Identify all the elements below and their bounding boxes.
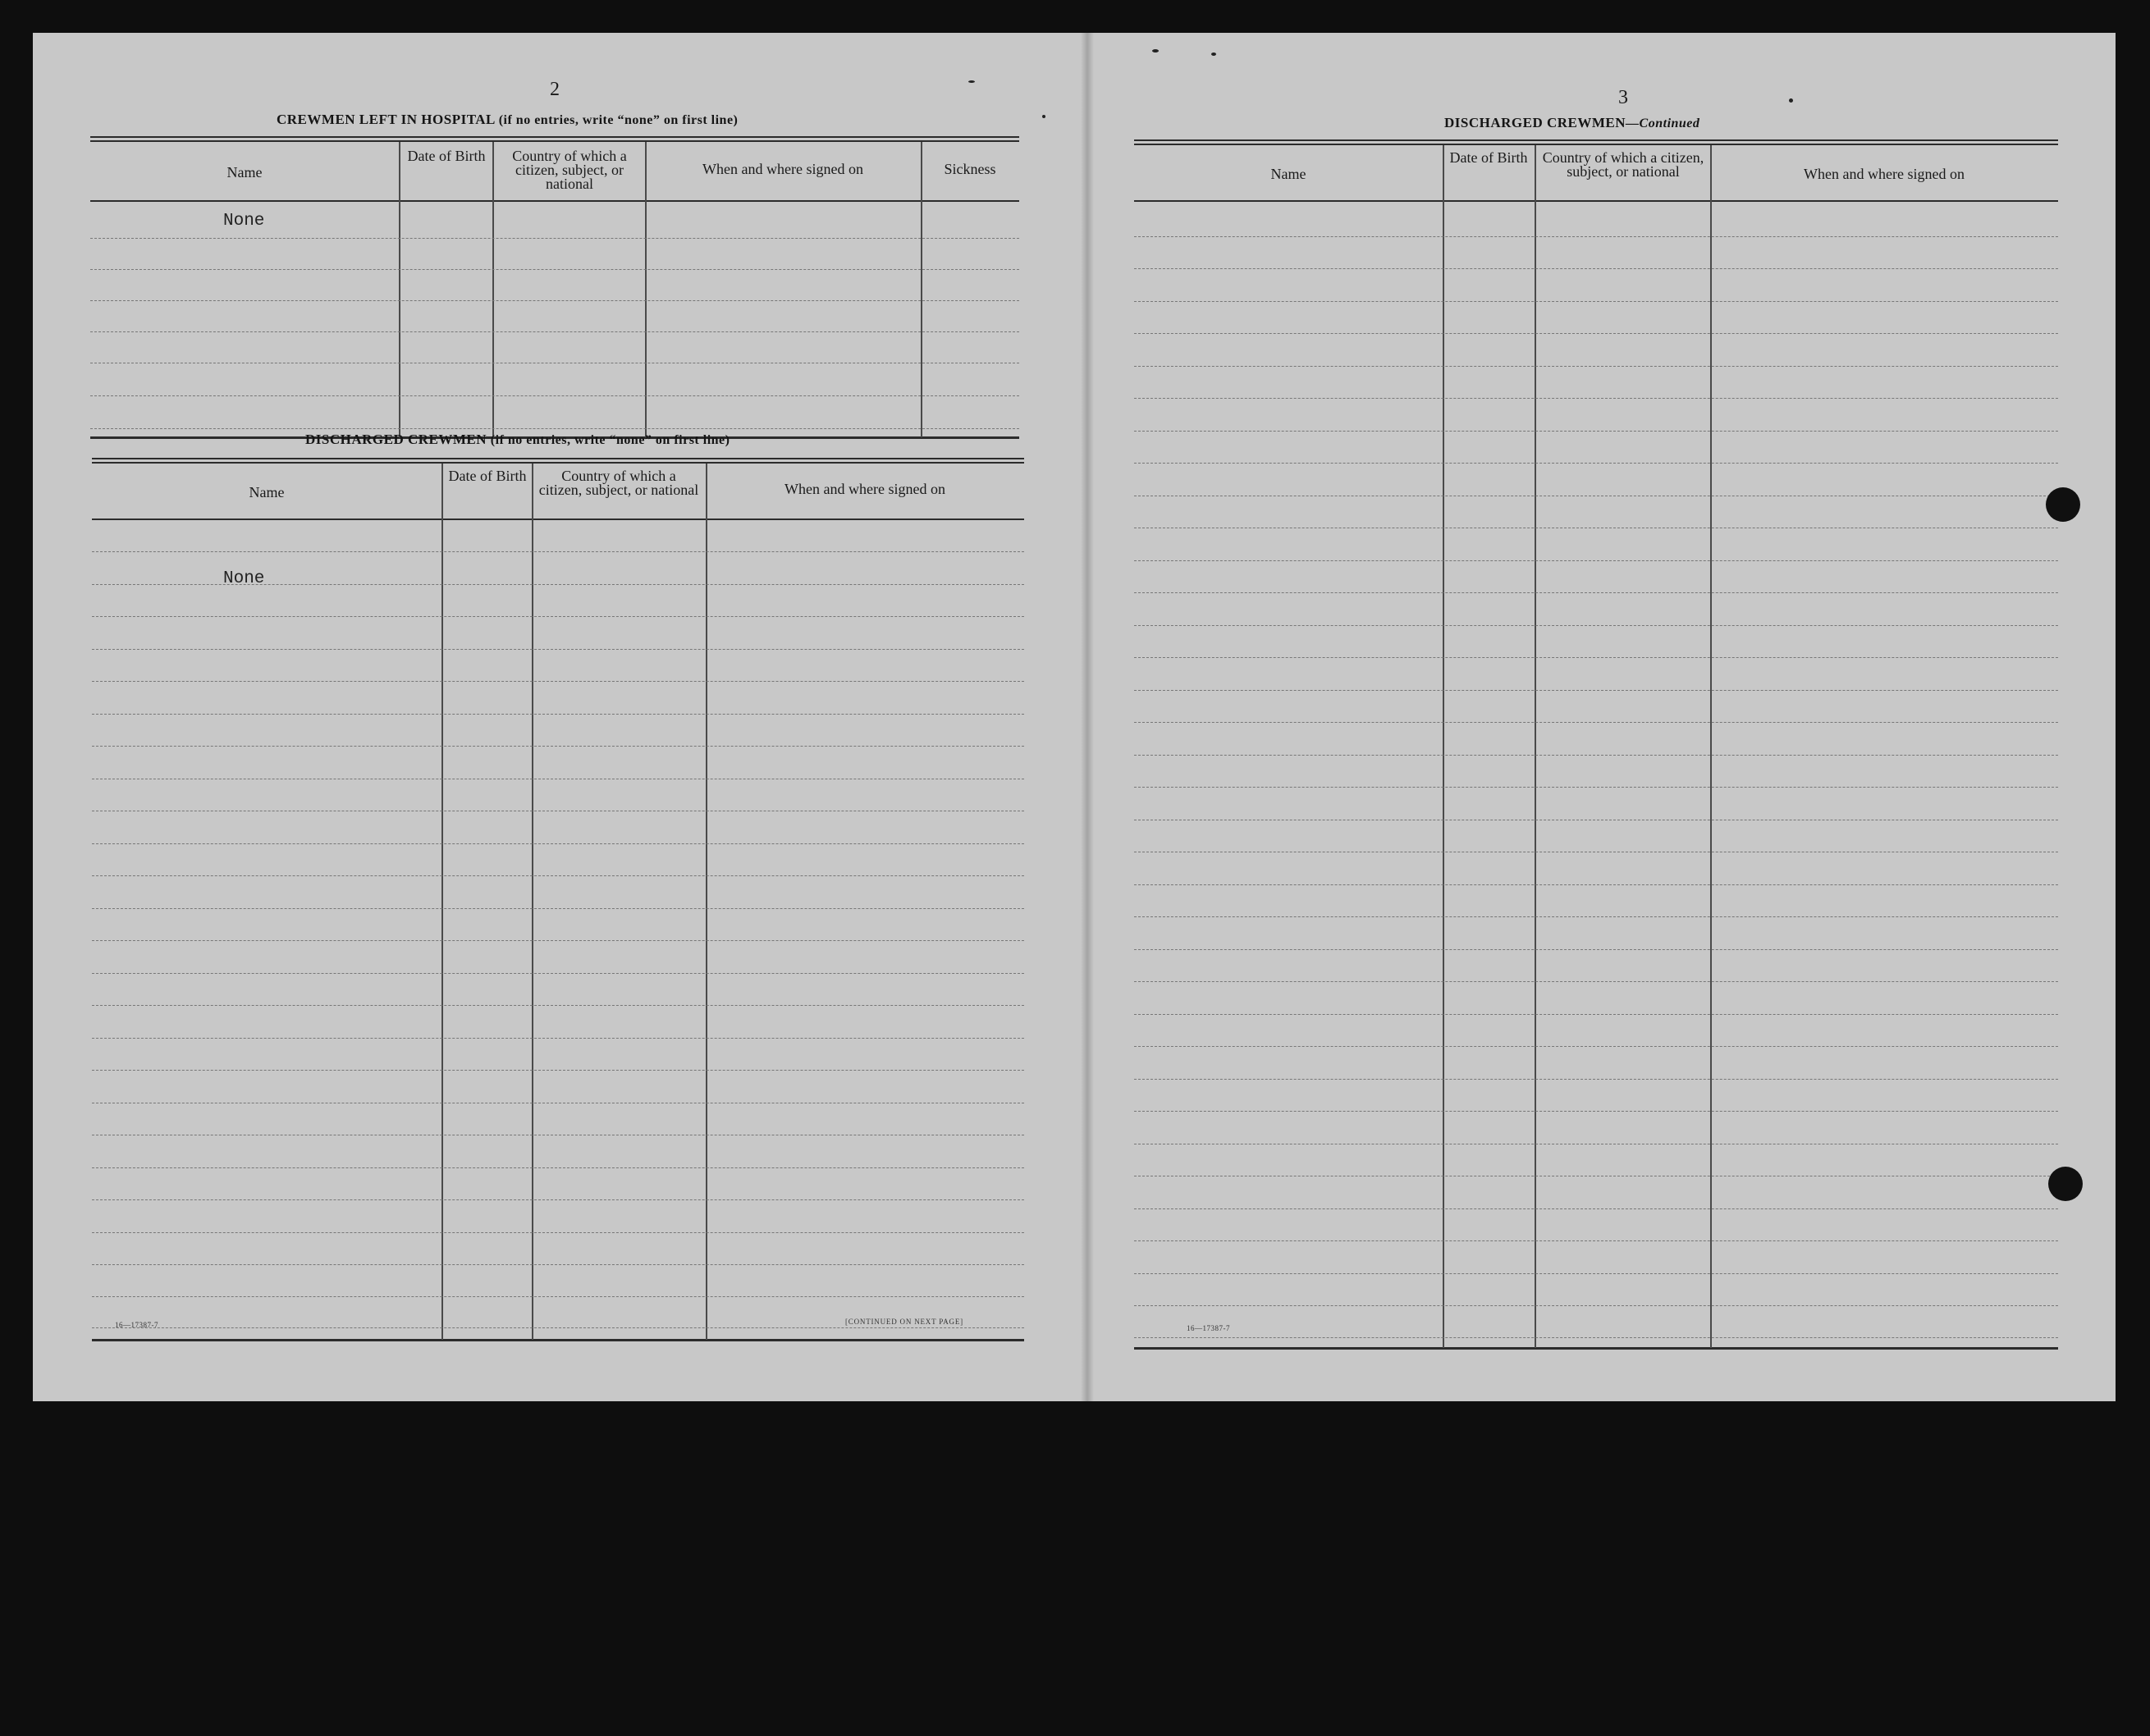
scan-speck xyxy=(1789,98,1793,103)
punch-hole xyxy=(2048,1167,2083,1201)
table-row xyxy=(1134,657,2058,658)
table-row xyxy=(1134,755,2058,756)
table-row xyxy=(1134,949,2058,950)
table-row xyxy=(92,1167,1024,1168)
page-number: 2 xyxy=(550,79,560,100)
continued-label: —Continued xyxy=(1626,116,1700,130)
table-row xyxy=(1134,722,2058,723)
table-row xyxy=(90,300,1019,301)
scan-speck xyxy=(1042,115,1045,118)
col-header-name: Name xyxy=(1270,166,1306,182)
col-header-when-where: When and where signed on xyxy=(1804,166,1965,182)
table-row xyxy=(1134,431,2058,432)
table-row xyxy=(92,1232,1024,1233)
page-gutter xyxy=(1081,33,1094,1401)
col-header-country: Country of which a citizen, subject, or national xyxy=(1542,149,1704,180)
table-row xyxy=(92,1296,1024,1297)
table-row xyxy=(1134,236,2058,237)
punch-hole xyxy=(2046,487,2080,522)
scan-speck xyxy=(1211,53,1216,56)
table-row xyxy=(1134,592,2058,593)
table-row xyxy=(1134,981,2058,982)
table-row xyxy=(92,1199,1024,1200)
table-row xyxy=(92,1038,1024,1039)
table-row xyxy=(1134,1337,2058,1338)
col-header-name: Name xyxy=(226,164,263,180)
col-header-country: Country of which a citizen, subject, or national xyxy=(538,468,699,498)
table-row xyxy=(92,1264,1024,1265)
col-header-when-where: When and where signed on xyxy=(702,161,863,177)
table-row xyxy=(1134,1305,2058,1306)
table-row xyxy=(92,746,1024,747)
col-header-when-where: When and where signed on xyxy=(785,481,945,497)
left-page xyxy=(33,33,1082,1401)
table-row xyxy=(90,269,1019,270)
discharged-table xyxy=(92,458,1024,1342)
discharged-continued-title xyxy=(1444,115,1699,131)
discharged-title-note: (if no entries, write “none” on first line) xyxy=(490,433,730,447)
table-row xyxy=(92,1327,1024,1328)
table-row xyxy=(92,940,1024,941)
discharged-continued-table xyxy=(1134,139,2058,1354)
table-row xyxy=(1134,463,2058,464)
table-row xyxy=(90,238,1019,239)
form-code: 16—17387-7 xyxy=(1187,1324,1230,1332)
table-row xyxy=(92,551,1024,552)
table-row xyxy=(92,908,1024,909)
table-row xyxy=(92,1005,1024,1006)
table-row xyxy=(90,331,1019,332)
col-header-date-of-birth: Date of Birth xyxy=(407,148,486,164)
table-row xyxy=(92,649,1024,650)
table-row xyxy=(1134,787,2058,788)
form-spread xyxy=(33,33,2116,1401)
table-row xyxy=(1134,916,2058,917)
table-row xyxy=(1134,1079,2058,1080)
scan-speck xyxy=(1152,49,1159,53)
typed-entry: None xyxy=(223,212,265,231)
table-row xyxy=(1134,1273,2058,1274)
continued-note: [CONTINUED ON NEXT PAGE] xyxy=(845,1318,963,1326)
discharged-section-title xyxy=(305,432,730,448)
discharged-title-text: DISCHARGED CREWMEN xyxy=(1444,115,1626,130)
table-row xyxy=(92,681,1024,682)
table-row xyxy=(1134,625,2058,626)
table-row xyxy=(92,714,1024,715)
table-row xyxy=(1134,1240,2058,1241)
table-row xyxy=(1134,366,2058,367)
table-row xyxy=(1134,560,2058,561)
hospital-title-note: (if no entries, write “none” on first line) xyxy=(498,113,739,127)
hospital-section-title xyxy=(277,112,738,128)
table-row xyxy=(92,973,1024,974)
table-row xyxy=(92,875,1024,876)
table-row xyxy=(1134,333,2058,334)
col-header-name: Name xyxy=(249,484,285,500)
table-row xyxy=(90,428,1019,429)
form-code: 16—17387-7 xyxy=(115,1321,158,1329)
scan-speck xyxy=(968,80,975,83)
col-header-date-of-birth: Date of Birth xyxy=(1449,149,1528,166)
table-row xyxy=(92,1070,1024,1071)
table-row xyxy=(92,843,1024,844)
table-row xyxy=(1134,1208,2058,1209)
table-row xyxy=(1134,398,2058,399)
typed-entry: None xyxy=(223,569,265,588)
col-header-date-of-birth: Date of Birth xyxy=(448,468,527,484)
table-row xyxy=(1134,301,2058,302)
table-row xyxy=(1134,1014,2058,1015)
table-row xyxy=(1134,268,2058,269)
table-row xyxy=(1134,884,2058,885)
hospital-table xyxy=(90,136,1019,440)
hospital-title-text: CREWMEN LEFT IN HOSPITAL xyxy=(277,112,495,127)
col-header-country: Country of which a citizen, subject, or national xyxy=(512,148,627,192)
right-page xyxy=(1093,33,2116,1401)
table-row xyxy=(92,616,1024,617)
page-number: 3 xyxy=(1618,87,1628,108)
col-header-sickness: Sickness xyxy=(944,161,996,177)
table-row xyxy=(1134,1111,2058,1112)
discharged-title-text: DISCHARGED CREWMEN xyxy=(305,432,487,447)
table-row xyxy=(1134,690,2058,691)
table-row xyxy=(1134,1046,2058,1047)
table-row xyxy=(90,395,1019,396)
